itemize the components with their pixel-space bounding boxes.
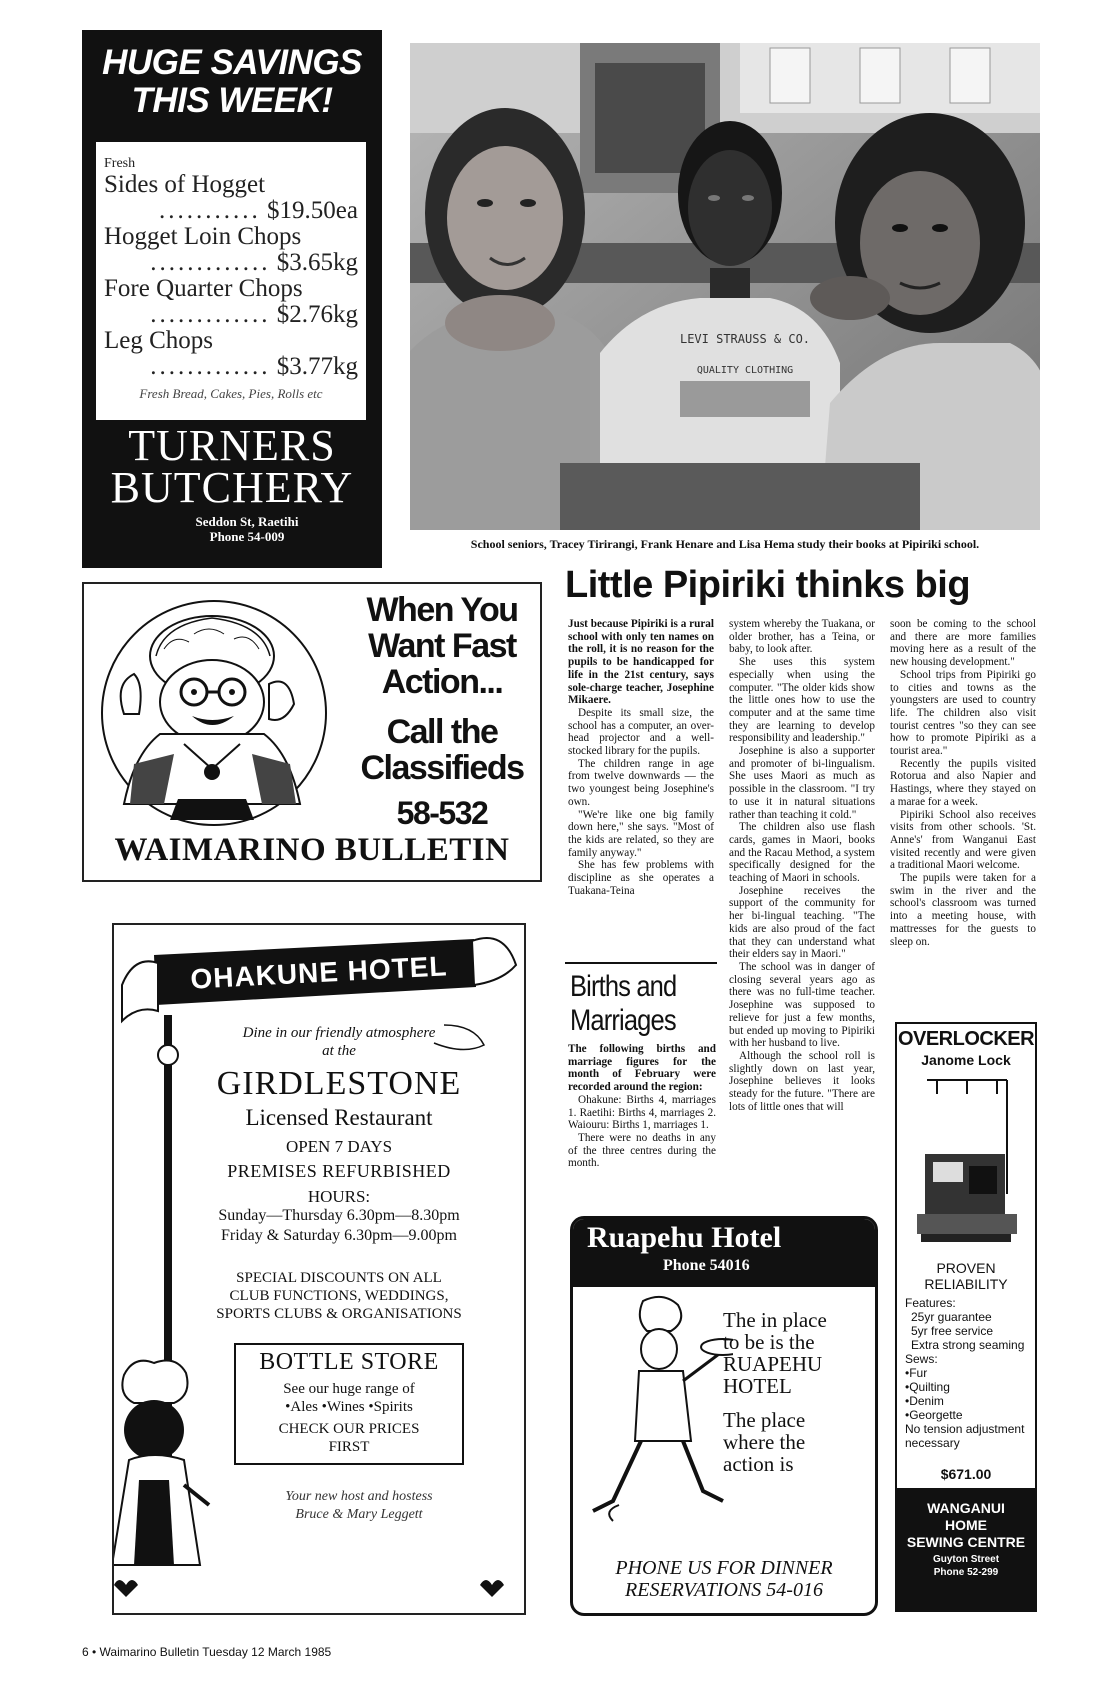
- butcher-address: [82, 514, 382, 544]
- births-paragraph: Ohakune: Births 4, marriages 1. Raetihi: Births 4, marriages 2. Waiouru: Births 1, marriages 1.: [568, 1093, 716, 1132]
- article-paragraph: Josephine is also a supporter and promoter of bi-lingualism. She uses Maori as much as possible in the classroom. "I try to use it in natural situations rather than teaching it cold.": [729, 745, 875, 821]
- slogan-line: where the: [723, 1430, 806, 1454]
- article-paragraph: Josephine receives the support of the community for her bi-lingual teaching. "The kids are also proud of the fact that they can understand what their elders say in Maori.": [729, 884, 875, 961]
- shirt-print-line2: QUALITY CLOTHING: [696, 365, 794, 376]
- article-paragraph: Recently the pupils visited Rotorua and also Napier and Hastings, where they stayed on a marae for a week.: [890, 757, 1036, 808]
- bottle-store-line3: CHECK OUR PRICES: [278, 1421, 420, 1437]
- item-name: Hogget Loin Chops: [104, 223, 302, 250]
- ohakune-hotel-ad: [112, 923, 526, 1615]
- item-name: Leg Chops: [104, 327, 214, 354]
- births-lead: The following births and marriage figures for the month of February were recorded around the region:: [568, 1043, 716, 1094]
- store-street: Guyton Street: [932, 1554, 1000, 1565]
- overlocker-price: $671.00: [940, 1466, 992, 1482]
- bottle-store-box: [234, 1343, 464, 1465]
- discounts-line3: SPORTS CLUBS & ORGANISATIONS: [216, 1306, 462, 1322]
- discounts-line1: SPECIAL DISCOUNTS ON ALL: [236, 1270, 442, 1286]
- item-name: Fore Quarter Chops: [104, 275, 303, 302]
- article-paragraph: The school was in danger of closing several years ago as there was no full-time teacher. Josephine was supposed to relieve for just a few months, but ended up moving to Pipiriki with her husband to live.: [729, 960, 875, 1050]
- classifieds-ad: [82, 582, 542, 882]
- ohakune-banner: OHAKUNE HOTEL: [189, 950, 449, 995]
- article-paragraph: "We're like one big family down here," she says. "Most of the kids are related, so they are family anyway.": [568, 808, 714, 859]
- tension-note: No tension adjustment necessary: [905, 1422, 1025, 1450]
- licensed-label: Licensed Restaurant: [245, 1105, 433, 1130]
- article-column-2: [729, 618, 875, 1113]
- proven-line2: RELIABILITY: [924, 1276, 1008, 1292]
- births-body: [568, 1043, 716, 1170]
- butcher-name-line1: TURNERS: [128, 421, 336, 470]
- cta-line1: PHONE US FOR DINNER: [615, 1557, 833, 1579]
- leader-dots: .............: [150, 249, 271, 276]
- leader-dots: .............: [150, 301, 271, 328]
- bottle-store-line4: FIRST: [328, 1439, 370, 1455]
- store-line1: WANGANUI: [927, 1500, 1005, 1516]
- feature-item: 5yr free service: [911, 1324, 994, 1338]
- article-paragraph: The children also use flash cards, games in Maori, books and the Racau Method, a system specifically designed for the teaching of Maori in schools.: [729, 821, 875, 885]
- item-name: Sides of Hogget: [104, 171, 266, 198]
- births-title: [570, 970, 696, 1038]
- feature-item: Extra strong seaming: [911, 1338, 1025, 1352]
- restaurant-name: GIRDLESTONE: [216, 1065, 462, 1102]
- butcher-price-list: [96, 142, 366, 420]
- classifieds-line1: When You: [366, 591, 518, 629]
- article-paragraph: She has few problems with discipline as she operates a Tuakana-Teina: [568, 859, 714, 897]
- ohakune-tagline-line2: at the: [322, 1043, 356, 1059]
- open-days: OPEN 7 DAYS: [285, 1137, 393, 1156]
- item-price: $3.77kg: [276, 353, 358, 380]
- proven-reliability: [897, 1260, 1035, 1292]
- ruapehu-hotel-ad: [570, 1216, 878, 1616]
- article-headline: Little Pipiriki thinks big: [565, 564, 971, 606]
- proven-line1: PROVEN: [936, 1260, 996, 1276]
- shirt-print-line1: LEVI STRAUSS & CO.: [679, 332, 811, 346]
- turners-butchery-ad: [82, 30, 382, 568]
- slogan-line: The place: [723, 1408, 806, 1432]
- hours-label: HOURS:: [307, 1187, 371, 1206]
- sewing-centre-footer: [897, 1488, 1035, 1610]
- telephone-lady-illustration: [94, 594, 334, 832]
- slogan-line: action is: [723, 1452, 794, 1476]
- sews-item: •Georgette: [905, 1408, 963, 1422]
- article-paragraph: School trips from Pipiriki go to cities and towns as the youngsters are used to country life. The children also visit tourist centres "so they can see how to promote Pipiriki as a tourist area.": [890, 668, 1036, 758]
- ruapehu-slogan: [723, 1309, 873, 1475]
- store-line2: HOME: [945, 1517, 987, 1533]
- price-item: [104, 328, 358, 380]
- features-label: Features:: [905, 1296, 956, 1310]
- hours-weekend: Friday & Saturday 6.30pm—9.00pm: [221, 1227, 457, 1244]
- births-title-line1: Births and: [570, 970, 677, 1003]
- photo-caption: School seniors, Tracey Tirirangi, Frank Henare and Lisa Hema study their books at Pipiriki school.: [470, 537, 980, 551]
- newspaper-name: WAIMARINO BULLETIN: [114, 832, 510, 868]
- hosts-line2: Bruce & Mary Leggett: [295, 1507, 423, 1522]
- cta-line2: RESERVATIONS 54-016: [625, 1579, 823, 1601]
- article-paragraph: Although the school roll is slightly down on last year, Josephine believes it looks steady for the future. "There are lots of little ones that will: [729, 1049, 875, 1113]
- item-price: $2.76kg: [276, 301, 358, 328]
- photo-illustration: [410, 43, 1040, 530]
- discounts-line2: CLUB FUNCTIONS, WEDDINGS,: [229, 1288, 449, 1304]
- refurbished-note: PREMISES REFURBISHED: [227, 1161, 451, 1181]
- classifieds-line2: Want Fast: [368, 627, 516, 665]
- ohakune-tagline-line1: Dine in our friendly atmosphere: [242, 1025, 436, 1041]
- slogan-line: to be is the: [723, 1330, 815, 1354]
- sews-item: •Denim: [905, 1394, 944, 1408]
- article-paragraph: soon be coming to the school and there are more families moving here as a result of the new housing development.": [890, 618, 1036, 669]
- article-column-3: [890, 618, 1036, 948]
- article-lead: Just because Pipiriki is a rural school with only ten names on the roll, it is no reason for the pupils to be handicapped for life in the 21st century, says sole-charge teacher, Josephine Mikaere.: [568, 618, 714, 707]
- classifieds-line4: Call the: [386, 713, 498, 751]
- waiter-illustration: [583, 1291, 733, 1551]
- article-paragraph: system whereby the Tuakana, or older brother, has a Teina, or baby, to look after.: [729, 618, 875, 656]
- overlocker-title: OVERLOCKER: [897, 1028, 1035, 1050]
- butcher-headline: [82, 44, 382, 120]
- overlocker-machine-icon: [907, 1074, 1027, 1254]
- overlocker-features: [905, 1296, 1035, 1450]
- school-photo: [410, 43, 1040, 530]
- sews-label: Sews:: [905, 1352, 938, 1366]
- classifieds-line3: Action...: [381, 663, 503, 701]
- births-divider: [565, 962, 717, 964]
- bottle-store-title: BOTTLE STORE: [259, 1349, 439, 1375]
- slogan-line: The in place: [723, 1308, 827, 1332]
- fresh-label: Fresh: [104, 156, 136, 171]
- butcher-phone: Phone 54-009: [209, 529, 285, 544]
- feature-item: 25yr guarantee: [911, 1310, 992, 1324]
- article-column-1: [568, 618, 714, 897]
- classifieds-phone: 58-532: [396, 795, 488, 831]
- leader-dots: .............: [150, 353, 271, 380]
- price-item: [104, 276, 358, 328]
- price-item: [104, 224, 358, 276]
- item-price: $19.50ea: [267, 197, 358, 224]
- butcher-footnote: Fresh Bread, Cakes, Pies, Rolls etc: [139, 386, 323, 401]
- article-paragraph: The pupils were taken for a swim in the river and the school's classroom was turned into a meeting house, with mattresses for the guests to sleep on.: [890, 872, 1036, 948]
- births-paragraph: There were no deaths in any of the three centres during the month.: [568, 1131, 716, 1170]
- butcher-name: [82, 421, 382, 512]
- store-line3: SEWING CENTRE: [906, 1534, 1026, 1550]
- ruapehu-phone: Phone 54016: [663, 1257, 750, 1274]
- butcher-street: Seddon St, Raetihi: [195, 514, 299, 529]
- butcher-name-line2: BUTCHERY: [110, 463, 354, 512]
- butcher-headline-line1: HUGE SAVINGS: [102, 43, 362, 82]
- slogan-line: HOTEL: [723, 1374, 792, 1398]
- leader-dots: ...........: [159, 197, 261, 224]
- butcher-headline-line2: THIS WEEK!: [131, 81, 333, 120]
- hours-weekdays: Sunday—Thursday 6.30pm—8.30pm: [218, 1207, 460, 1224]
- article-paragraph: The children range in age from twelve downwards — the two youngest being Josephine's own.: [568, 757, 714, 808]
- item-price: $3.65kg: [276, 249, 358, 276]
- price-item: [104, 172, 358, 224]
- ruapehu-cta: [573, 1557, 875, 1601]
- article-paragraph: She uses this system especially when using the computer. "The older kids show the little ones how to use the computer and at the same time they are learning to develop responsibility and leadership.": [729, 656, 875, 745]
- sews-item: •Quilting: [905, 1380, 950, 1394]
- sews-item: •Fur: [905, 1366, 928, 1380]
- article-paragraph: Pipiriki School also receives visits from other schools. 'St. Anne's' from Wanganui East visited recently and were given a traditional Maori welcome.: [890, 808, 1036, 872]
- slogan-line: RUAPEHU: [723, 1352, 823, 1376]
- overlocker-subtitle: Janome Lock: [921, 1052, 1011, 1068]
- bottle-store-line2: •Ales •Wines •Spirits: [285, 1399, 413, 1415]
- classifieds-line5: Classifieds: [360, 749, 524, 787]
- ruapehu-name: Ruapehu Hotel: [587, 1221, 782, 1254]
- hosts-line1: Your new host and hostess: [285, 1489, 433, 1504]
- page-footer: 6 • Waimarino Bulletin Tuesday 12 March 1985: [82, 1645, 332, 1659]
- store-phone: Phone 52-299: [933, 1567, 999, 1578]
- overlocker-ad: [895, 1022, 1037, 1612]
- bottle-store-line1: See our huge range of: [283, 1381, 415, 1397]
- article-paragraph: Despite its small size, the school has a computer, an over-head projector and a well-stocked library for the pupils.: [568, 706, 714, 758]
- births-title-line2: Marriages: [570, 1004, 676, 1037]
